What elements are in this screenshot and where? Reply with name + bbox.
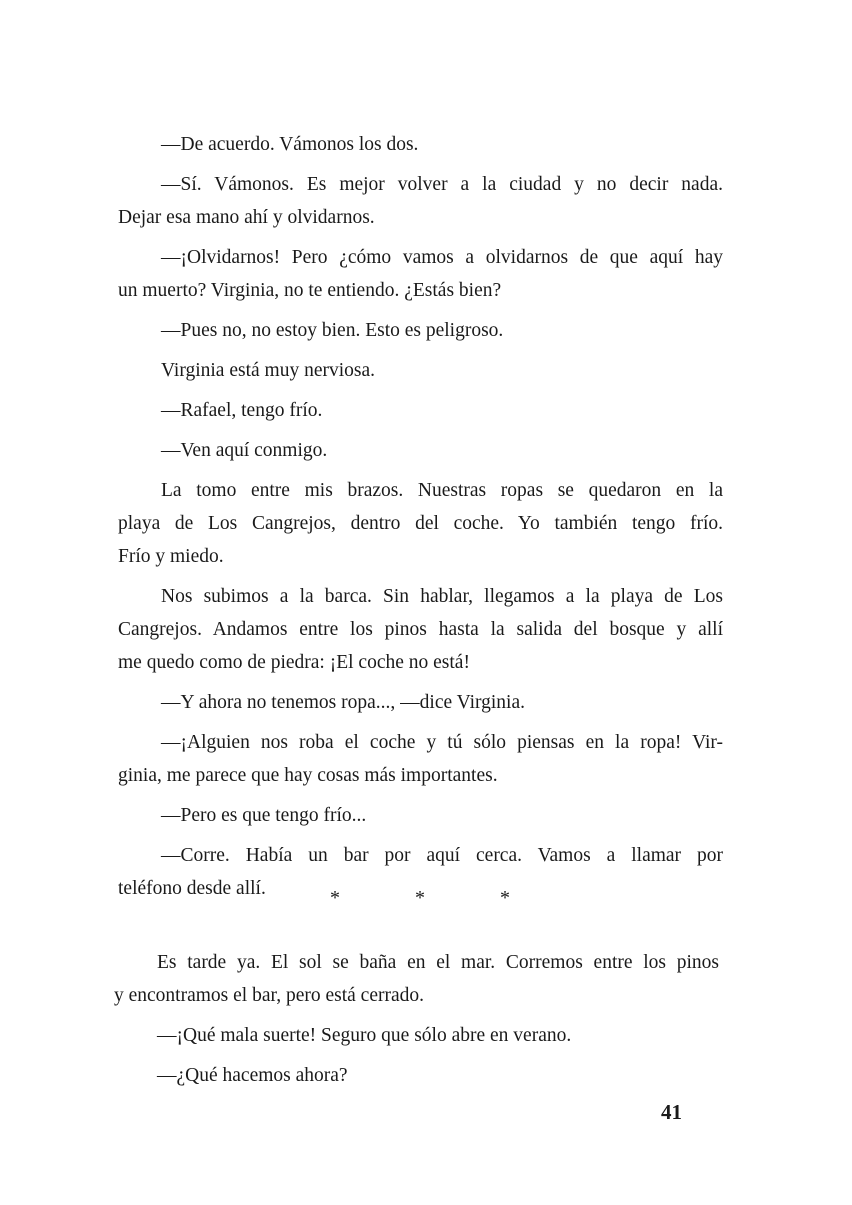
paragraph xyxy=(118,580,723,679)
paragraph xyxy=(114,1059,719,1092)
text-line: Frío y miedo. xyxy=(118,546,224,567)
paragraph xyxy=(118,474,723,573)
text-line: teléfono desde allí. xyxy=(118,878,266,899)
separator-star: * xyxy=(415,887,425,909)
paragraph xyxy=(118,128,723,161)
paragraph xyxy=(118,314,723,347)
text-line: ginia, me parece que hay cosas más importantes. xyxy=(118,765,498,786)
paragraph xyxy=(118,686,723,719)
paragraph xyxy=(118,168,723,234)
text-line: me quedo como de piedra: ¡El coche no está! xyxy=(118,652,470,673)
text-line: playa de Los Cangrejos, dentro del coche. Yo también tengo frío. xyxy=(118,513,723,534)
text-line: un muerto? Virginia, no te entiendo. ¿Estás bien? xyxy=(118,280,502,301)
page-number: 41 xyxy=(661,1100,682,1124)
text-line: —Rafael, tengo frío. xyxy=(161,400,323,421)
text-line: —¿Qué hacemos ahora? xyxy=(157,1065,348,1086)
paragraph xyxy=(118,799,723,832)
paragraph xyxy=(118,354,723,387)
text-line: —Sí. Vámonos. Es mejor volver a la ciudad y no decir nada. xyxy=(161,174,723,195)
text-line: Es tarde ya. El sol se baña en el mar. Corremos entre los pinos xyxy=(157,952,719,973)
text-line: —Corre. Había un bar por aquí cerca. Vamos a llamar por xyxy=(161,845,723,866)
section-separator xyxy=(320,882,520,912)
text-line: Dejar esa mano ahí y olvidarnos. xyxy=(118,207,375,228)
text-line: —De acuerdo. Vámonos los dos. xyxy=(161,134,419,155)
text-block-bottom xyxy=(114,946,719,1092)
text-line: Cangrejos. Andamos entre los pinos hasta la salida del bosque y allí xyxy=(118,619,723,640)
separator-star: * xyxy=(330,887,340,909)
text-line: —Pero es que tengo frío... xyxy=(161,805,367,826)
paragraph xyxy=(118,241,723,307)
text-line: —¡Qué mala suerte! Seguro que sólo abre en verano. xyxy=(157,1025,572,1046)
paragraph xyxy=(114,946,719,1012)
separator-star: * xyxy=(500,887,510,909)
text-line: —Ven aquí conmigo. xyxy=(161,440,328,461)
text-line: —Pues no, no estoy bien. Esto es peligroso. xyxy=(161,320,504,341)
text-line: La tomo entre mis brazos. Nuestras ropas se quedaron en la xyxy=(161,480,723,501)
text-line: —¡Olvidarnos! Pero ¿cómo vamos a olvidarnos de que aquí hay xyxy=(161,247,723,268)
text-block-top xyxy=(118,128,723,905)
paragraph xyxy=(118,434,723,467)
paragraph xyxy=(118,394,723,427)
text-line: Nos subimos a la barca. Sin hablar, llegamos a la playa de Los xyxy=(161,586,723,607)
text-line: —Y ahora no tenemos ropa..., —dice Virginia. xyxy=(161,692,526,713)
paragraph xyxy=(114,1019,719,1052)
text-line: Virginia está muy nerviosa. xyxy=(161,360,376,381)
text-line: —¡Alguien nos roba el coche y tú sólo piensas en la ropa! Vir- xyxy=(161,732,723,753)
text-line: y encontramos el bar, pero está cerrado. xyxy=(114,985,424,1006)
paragraph xyxy=(118,726,723,792)
